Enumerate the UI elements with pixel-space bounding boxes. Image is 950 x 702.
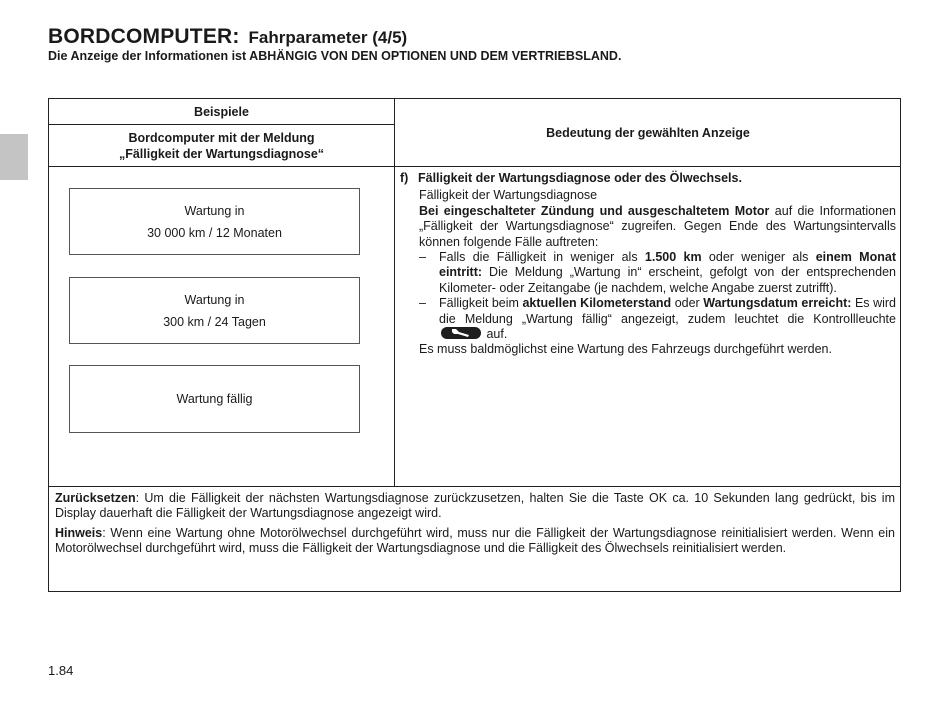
- display-line: Wartung in: [184, 203, 245, 218]
- row-divider: [49, 166, 900, 167]
- text-run-bold: Wartungsdatum erreicht:: [703, 296, 852, 311]
- bullet-text: [439, 250, 896, 296]
- intro-paragraph: [419, 204, 896, 250]
- text-run: oder: [671, 296, 704, 311]
- intro-text: auf die Informationen „Fälligkeit der Wartungsdiagnose“ zugreifen. Gegen Ende des Wartungsintervalls können folgende Fälle auftreten:: [419, 203, 896, 249]
- bullet-text: [439, 296, 896, 342]
- note-label: Hinweis: [55, 525, 103, 540]
- page-number: 1.84: [48, 663, 74, 678]
- text-run-bold: aktuellen Kilometerstand: [522, 296, 672, 311]
- display-example: [69, 188, 360, 255]
- row-divider: [49, 124, 394, 125]
- list-item: [419, 296, 896, 342]
- note-paragraph: [55, 526, 895, 557]
- title-main: BORDCOMPUTER:: [48, 25, 240, 48]
- reset-label: Zurücksetzen: [55, 491, 136, 505]
- description-heading: [400, 171, 896, 186]
- reset-text: : Um die Fälligkeit der nächsten Wartungsdiagnose zurückzusetzen, halten Sie die Taste OK ca. 10 Sekunden lang gedrückt, bis im Display dauerhaft die Fälligkeit der Wartungsdiagnose angezeigt wird.: [55, 491, 895, 521]
- display-line: Wartung in: [184, 292, 245, 307]
- subheading: Fälligkeit der Wartungsdiagnose: [419, 188, 598, 203]
- text-run: oder weniger als: [701, 250, 816, 265]
- item-letter: f): [400, 171, 409, 185]
- reset-paragraph: [55, 491, 895, 522]
- display-line: Wartung fällig: [176, 392, 253, 406]
- title-sub: Fahrparameter (4/5): [248, 28, 408, 47]
- meaning-description: [400, 171, 896, 358]
- text-run: Fälligkeit beim: [439, 296, 523, 311]
- display-example: [69, 365, 360, 433]
- intro-bold: Bei eingeschalteter Zündung und ausgeschaltetem Motor: [419, 203, 770, 218]
- note-text: : Wenn eine Wartung ohne Motorölwechsel durchgeführt wird, muss nur die Fälligkeit der Wartungsdiagnose reinitialisiert werden. Wenn ein Motorölwechsel durchgeführt wird, muss die Fälligkeit der Wartungsdiagnose und die Fälligkeit des Ölwechsels reinitialisiert werden.: [55, 525, 895, 556]
- page-title: [48, 14, 407, 51]
- display-line: 30 000 km / 12 Monaten: [147, 225, 282, 240]
- closing-sentence: Es muss baldmöglichst eine Wartung des Fahrzeugs durchgeführt werden.: [419, 342, 832, 357]
- heading-text: Fälligkeit der Wartungsdiagnose oder des Ölwechsels.: [418, 171, 742, 185]
- column-header-meaning: Bedeutung der gewählten Anzeige: [546, 125, 750, 140]
- bullet-dash: –: [419, 296, 426, 311]
- column-header-examples: Beispiele: [194, 104, 249, 119]
- text-run: auf.: [483, 327, 508, 342]
- list-item: [419, 250, 896, 296]
- text-run-bold: einem Monat eintritt:: [439, 250, 896, 280]
- display-example: [69, 277, 360, 344]
- text-run: Falls die Fälligkeit in weniger als: [439, 250, 645, 265]
- text-run: Die Meldung „Wartung in“ erscheint, gefolgt von der entsprechenden Kilometer- oder Zeitangabe (je nachdem, welche Angabe zuerst zutrifft).: [439, 265, 896, 295]
- column-subheader-trip-computer: [49, 126, 394, 166]
- text-run-bold: 1.500 km: [644, 250, 702, 265]
- display-line: 300 km / 24 Tagen: [163, 314, 266, 329]
- text-run: Es wird die Meldung „Wartung fällig“ angezeigt, zudem leuchtet die Kontrollleuchte: [439, 296, 896, 326]
- chapter-tab: [0, 134, 28, 180]
- subheader-line: Bordcomputer mit der Meldung: [128, 131, 315, 145]
- info-table: [48, 98, 901, 592]
- reset-notes: [55, 491, 895, 561]
- availability-note: Die Anzeige der Informationen ist ABHÄNGIG VON DEN OPTIONEN UND DEM VERTRIEBSLAND.: [48, 49, 622, 63]
- row-divider: [49, 486, 900, 487]
- bullet-dash: –: [419, 250, 426, 265]
- description-body: [400, 188, 896, 357]
- subheader-line: „Fälligkeit der Wartungsdiagnose“: [118, 147, 325, 161]
- column-divider: [394, 99, 395, 486]
- wrench-warning-lamp-icon: [441, 327, 481, 339]
